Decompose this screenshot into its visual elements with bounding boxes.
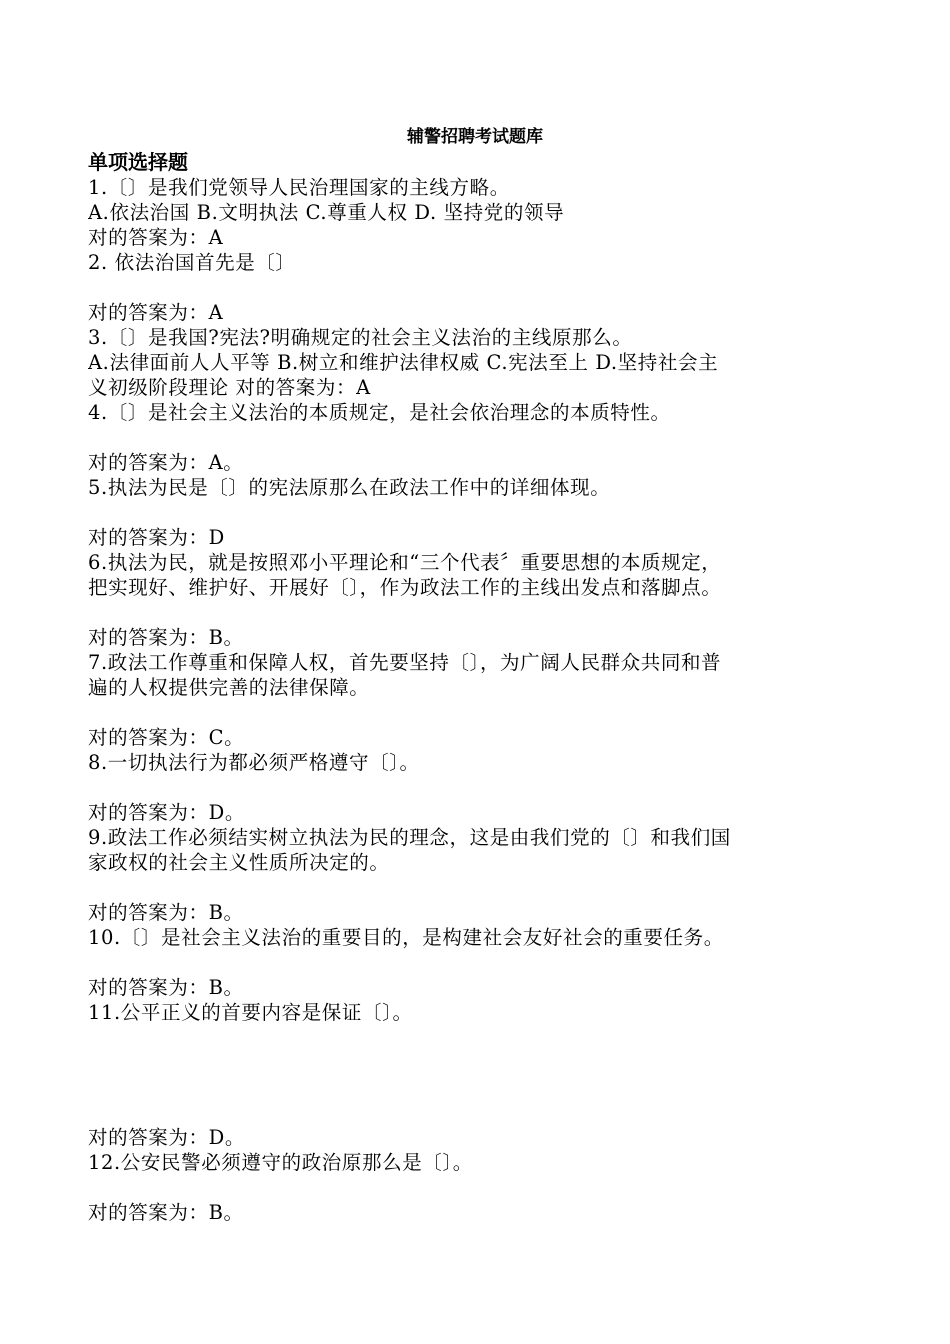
question-7-cont: 遍的人权提供完善的法律保障。: [88, 676, 370, 699]
question-3: 3.〔〕是我国?宪法?明确规定的社会主义法治的主线原那么。: [88, 326, 633, 349]
question-9-answer: 对的答案为：B。: [88, 901, 244, 924]
question-3-options-answer: 义初级阶段理论 对的答案为：A: [88, 376, 371, 399]
question-3-options: A.法律面前人人平等 B.树立和维护法律权威 C.宪法至上 D.坚持社会主: [88, 351, 719, 374]
spacer: [88, 875, 878, 900]
spacer: [88, 775, 878, 800]
question-8: 8.一切执法行为都必须严格遵守〔〕。: [88, 751, 420, 774]
question-list: [88, 175, 878, 1225]
question-5: 5.执法为民是〔〕的宪法原那么在政法工作中的详细体现。: [88, 476, 611, 499]
question-11: 11.公平正义的首要内容是保证〔〕。: [88, 1001, 413, 1024]
question-1: 1.〔〕是我们党领导人民治理国家的主线方略。: [88, 176, 510, 199]
question-4-answer: 对的答案为：A。: [88, 451, 244, 474]
question-10-answer: 对的答案为：B。: [88, 976, 244, 999]
question-9-cont: 家政权的社会主义性质所决定的。: [88, 851, 390, 874]
spacer: [88, 1025, 878, 1125]
question-2: 2. 依法治国首先是〔〕: [88, 251, 296, 274]
spacer: [88, 500, 878, 525]
question-6: 6.执法为民，就是按照邓小平理论和“三个代表〞重要思想的本质规定，: [88, 551, 722, 574]
document-title: 辅警招聘考试题库: [407, 127, 543, 147]
question-10: 10.〔〕是社会主义法治的重要目的，是构建社会友好社会的重要任务。: [88, 926, 724, 949]
question-1-answer: 对的答案为：A: [88, 226, 224, 249]
spacer: [88, 425, 878, 450]
question-11-answer: 对的答案为：D。: [88, 1126, 245, 1149]
spacer: [88, 600, 878, 625]
question-12: 12.公安民警必须遵守的政治原那么是〔〕。: [88, 1151, 473, 1174]
spacer: [88, 700, 878, 725]
question-5-answer: 对的答案为：D: [88, 526, 225, 549]
question-6-answer: 对的答案为：B。: [88, 626, 244, 649]
question-7: 7.政法工作尊重和保障人权，首先要坚持〔〕，为广阔人民群众共同和普: [88, 651, 722, 674]
section-heading: 单项选择题: [88, 150, 188, 174]
spacer: [88, 1175, 878, 1200]
question-9: 9.政法工作必须结实树立执法为民的理念，这是由我们党的〔〕和我们国: [88, 826, 731, 849]
question-2-answer: 对的答案为：A: [88, 301, 224, 324]
question-7-answer: 对的答案为：C。: [88, 726, 245, 749]
question-6-cont: 把实现好、维护好、开展好〔〕，作为政法工作的主线出发点和落脚点。: [88, 576, 722, 599]
spacer: [88, 950, 878, 975]
question-12-answer: 对的答案为：B。: [88, 1201, 244, 1224]
question-8-answer: 对的答案为：D。: [88, 801, 245, 824]
question-4: 4.〔〕是社会主义法治的本质规定，是社会依治理念的本质特性。: [88, 401, 671, 424]
question-1-options: A.依法治国 B.文明执法 C.尊重人权 D. 坚持党的领导: [88, 201, 565, 224]
spacer: [88, 275, 878, 300]
